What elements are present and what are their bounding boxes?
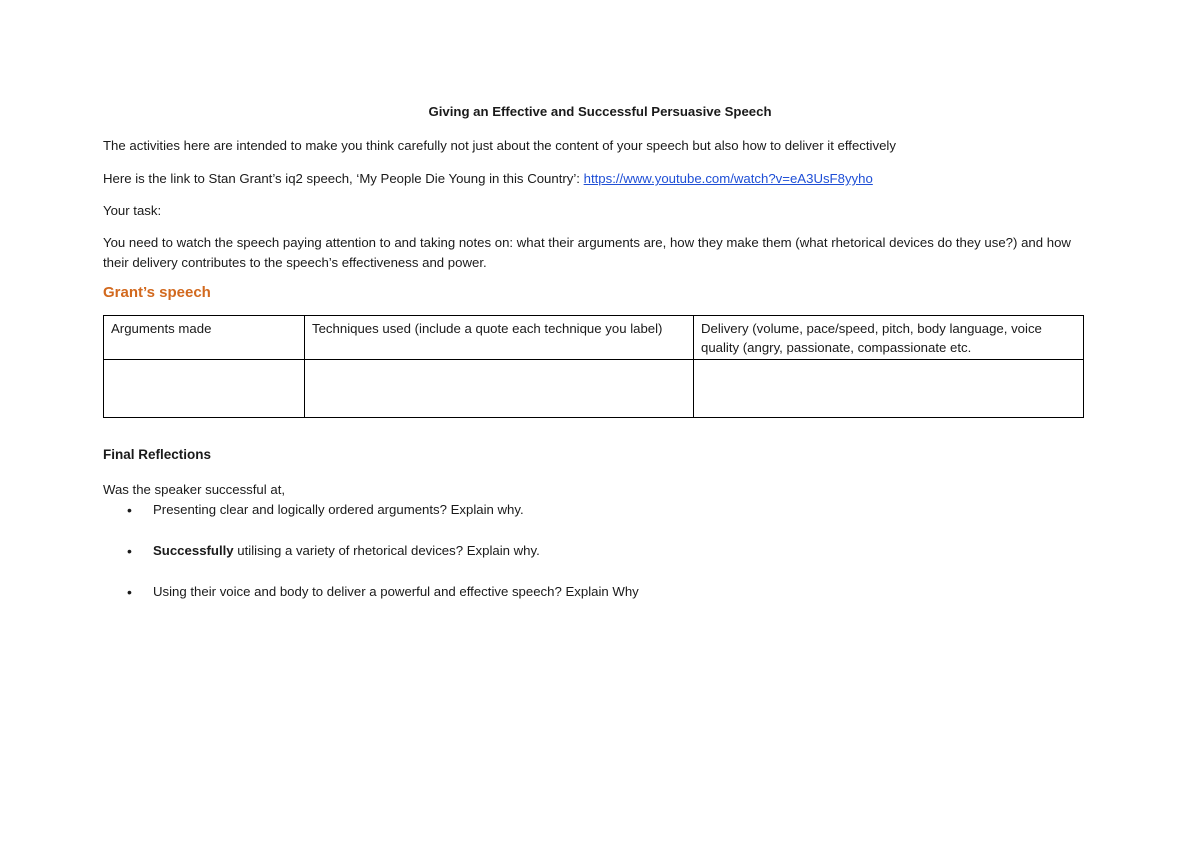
list-item [103,500,1003,520]
table-header-cell: Techniques used (include a quote each technique you label) [305,316,694,360]
reflections-list [103,500,1003,623]
table-row [104,360,1084,418]
notes-table [103,315,1084,418]
list-item-text: Using their voice and body to deliver a powerful and effective speech? Explain Why [153,584,639,599]
final-reflections-heading: Final Reflections [103,447,212,462]
bullet-icon: • [127,502,132,518]
intro-paragraph: The activities here are intended to make you think carefully not just about the content of your speech but also how to deliver it effectively [103,138,896,153]
task-paragraph: You need to watch the speech paying attention to and taking notes on: what their arguments are, how they make them (what rhetorical devices do they use?) and how their delivery contributes to the speech’s effectiveness and power. [103,235,1071,270]
list-item [103,582,1003,602]
youtube-link[interactable]: https://www.youtube.com/watch?v=eA3UsF8yyho [583,171,873,186]
table-cell[interactable] [305,360,694,418]
table-cell[interactable] [104,360,305,418]
document-title: Giving an Effective and Successful Persuasive Speech [428,104,772,119]
list-item-text: utilising a variety of rhetorical devices? Explain why. [233,543,540,558]
table-cell[interactable] [694,360,1084,418]
table-header-row [104,316,1084,360]
bullet-icon: • [127,543,132,559]
list-item [103,541,1003,561]
list-item-text: Presenting clear and logically ordered arguments? Explain why. [153,502,524,517]
link-prefix: Here is the link to Stan Grant’s iq2 speech, ‘My People Die Young in this Country’: [103,171,584,186]
bullet-icon: • [127,584,132,600]
link-paragraph [103,169,1088,189]
reflections-prompt: Was the speaker successful at, [103,482,286,497]
section-heading: Grant’s speech [103,284,211,301]
table-header-cell: Arguments made [104,316,305,360]
task-label: Your task: [103,203,162,218]
list-item-bold: Successfully [153,543,234,558]
table-header-cell: Delivery (volume, pace/speed, pitch, body language, voice quality (angry, passionate, compassionate etc. [694,316,1084,360]
